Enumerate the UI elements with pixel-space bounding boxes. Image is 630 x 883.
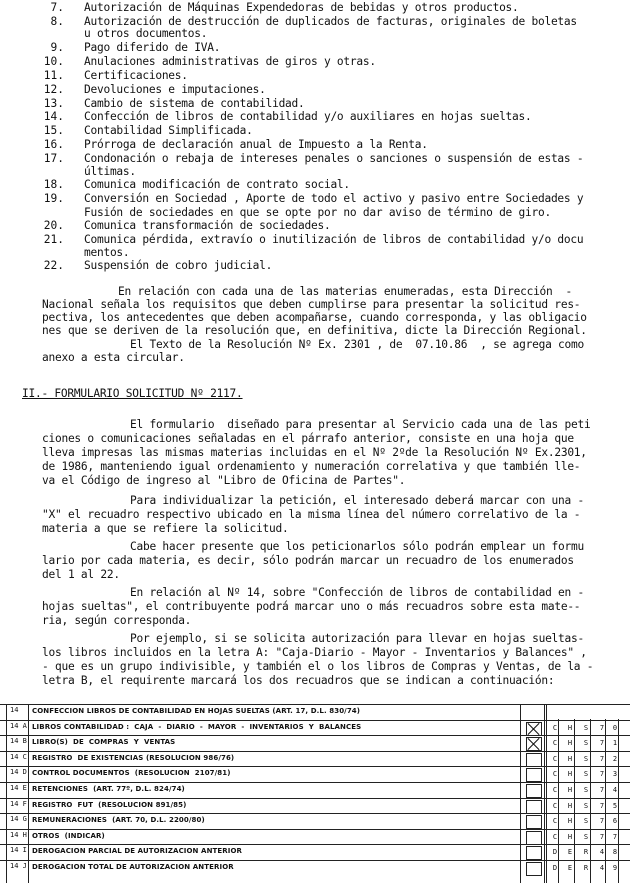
form-row [0,844,630,860]
list-item-number: 18. [43,178,64,191]
row-label: REGISTRO FUT (RESOLUCION 891/85) [32,800,187,809]
list-item-text: u otros documentos. [84,27,208,40]
code-cell: C [552,801,558,810]
form-row [0,735,630,751]
paragraph-line: Cabe hacer presente que los peticionarlos sólo podrán emplear un formu [130,540,584,553]
paragraph-line: de 1986, manteniendo igual ordenamiento y numeración correlativa y que también lle- [42,460,581,473]
list-item-number: 17. [43,152,64,165]
paragraph-line: del 1 al 22. [42,568,120,581]
code-cell: R [583,848,589,857]
paragraph-line: ria, según corresponda. [42,614,192,627]
code-cell: 7 [599,786,605,794]
paragraph-line: lario por cada materia, es decir, sólo podrán marcar un recuadro de los enumerados [42,554,574,567]
code-cell: S [583,754,589,763]
list-item-number: 7. [50,1,64,14]
list-item-number: 21. [43,233,64,246]
form-row [0,704,630,720]
checkbox[interactable] [526,784,542,798]
table-rule [574,719,575,883]
list-item-text: Conversión en Sociedad , Aporte de todo el activo y pasivo entre Sociedades y [84,192,584,205]
code-cell: C [552,832,558,841]
code-cell: 7 [599,754,605,763]
code-cell: 7 [599,739,605,748]
row-label: REGISTRO DE EXISTENCIAS (RESOLUCION 986/76) [32,753,235,762]
paragraph-line: Nacional señala los requisitos que deben cumplirse para presentar la solicitud res- [42,298,581,311]
table-rule [520,704,521,883]
checkbox[interactable] [526,768,542,782]
row-label: REMUNERACIONES (ART. 70, D.L. 2200/80) [32,816,205,825]
list-item-text: Prórroga de declaración anual de Impuesto a la Renta. [84,138,428,151]
list-item-number: 13. [43,97,64,110]
paragraph-line: El Texto de la Resolución Nº Ex. 2301 , de 07.10.86 , se agrega como [130,338,584,351]
list-item-number: 14. [43,110,64,123]
row-label: RETENCIONES (ART. 77º, D.L. 824/74) [32,785,185,793]
row-code: 14 E [10,784,27,792]
paragraph-line: "X" el recuadro respectivo ubicado en la misma línea del número correlativo de la - [42,508,581,521]
code-cell: S [583,723,589,732]
row-label: DEROGACION PARCIAL DE AUTORIZACION ANTERIOR [32,847,243,856]
row-code: 14 [10,706,19,714]
list-item-number: 16. [43,138,64,151]
paragraph-line: lleva impresas las mismas materias incluidas en el Nº 2ºde la Resolución Nº Ex.2301, [42,446,587,459]
code-cell: 7 [599,723,605,732]
list-item-number: 19. [43,192,64,205]
row-code: 14 C [10,752,27,761]
list-item-text: Certificaciones. [84,69,188,82]
paragraph-line: va el Código de ingreso al "Libro de Oficina de Partes". [42,474,406,487]
code-cell: H [567,786,573,794]
list-item-text: Anulaciones administrativas de giros y otras. [84,55,376,68]
code-cell: D [552,864,558,872]
code-cell: C [552,770,558,779]
code-cell: 6 [612,817,618,826]
paragraph-line: nes que se deriven de la resolución que, en definitiva, dicte la Dirección Regional. [42,324,587,337]
table-rule [590,719,591,883]
code-cell: 0 [612,723,618,732]
list-item-text: Autorización de Máquinas Expendedoras de bebidas y otros productos. [84,1,519,14]
code-cell: H [567,801,573,810]
row-code: 14 D [10,768,27,777]
code-cell: E [567,864,573,872]
form-table [0,704,630,883]
form-row [0,720,630,736]
form-row [0,798,630,814]
code-cell: S [583,832,589,841]
table-rule [558,719,559,883]
code-cell: 1 [612,739,618,748]
row-label: CONFECCION LIBROS DE CONTABILIDAD EN HOJAS SUELTAS (ART. 17, D.L. 830/74) [32,707,361,715]
table-rule [605,719,606,883]
section-heading: II.- FORMULARIO SOLICITUD Nº 2117. [22,387,243,400]
paragraph-line: hojas sueltas", el contribuyente podrá marcar uno o más recuadros sobre esta mate-- [42,600,581,613]
row-code: 14 H [10,830,27,839]
code-cell: C [552,817,558,826]
list-item-text: mentos. [84,246,130,259]
list-item-text: Comunica transformación de sociedades. [84,219,331,232]
paragraph-line: pectiva, los antecedentes que deben acompañarse, cuando corresponda, y las obligacio [42,311,587,324]
paragraph-line: En relación con cada una de las materias enumeradas, esta Dirección - [118,285,572,298]
code-cell [580,706,592,718]
list-item-text: Contabilidad Simplificada. [84,124,253,137]
code-cell [596,706,608,718]
form-row [0,860,630,876]
row-code: 14 J [10,862,27,870]
code-cell: D [552,848,558,857]
row-code: 14 F [10,799,27,808]
code-cell: 7 [599,817,605,826]
code-cell: R [583,864,589,872]
checkbox[interactable] [526,862,542,876]
code-cell: H [567,723,573,732]
checkbox[interactable] [526,846,542,860]
code-cell: H [567,817,573,826]
code-cell: E [567,848,573,857]
checkbox[interactable] [526,815,542,829]
paragraph-line: anexo a esta circular. [42,351,185,364]
code-cell: H [567,770,573,779]
paragraph-line: Por ejemplo, si se solicita autorización para llevar en hojas sueltas- [130,632,584,645]
list-item-number: 8. [50,15,64,28]
list-item-number: 10. [43,55,64,68]
checkbox[interactable] [526,753,542,767]
list-item-text: Comunica modificación de contrato social. [84,178,350,191]
paragraph-line: El formulario diseñado para presentar al Servicio cada una de las peti [130,418,591,431]
checkbox[interactable] [526,737,542,751]
list-item-text: Condonación o rebaja de intereses penales o sanciones o suspensión de estas - [84,152,584,165]
row-label: DEROGACION TOTAL DE AUTORIZACION ANTERIOR [32,863,234,871]
list-item-text: Comunica pérdida, extravío o inutilización de libros de contabilidad y/o docu [84,233,584,246]
code-cell: 2 [612,754,618,763]
code-cell: H [567,739,573,748]
checkbox[interactable] [526,722,542,736]
code-cell: S [583,739,589,748]
list-item-text: últimas. [84,165,136,178]
code-cell: 8 [612,848,618,857]
code-cell: 7 [599,832,605,841]
table-rule [6,704,7,883]
code-cell: 3 [612,770,618,779]
code-cell: C [552,723,558,732]
code-cell [609,706,621,718]
form-row [0,829,630,845]
code-cell [549,706,561,718]
form-row [0,766,630,782]
row-code: 14 I [10,846,27,855]
paragraph-line: los libros incluidos en la letra A: "Caja-Diario - Mayor - Inventarios y Balances" , [42,646,587,659]
checkbox[interactable] [526,800,542,814]
code-cell: C [552,786,558,794]
row-label: LIBROS CONTABILIDAD : CAJA - DIARIO - MAYOR - INVENTARIOS Y BALANCES [32,722,362,731]
code-cell: C [552,739,558,748]
code-cell: H [567,832,573,841]
code-cell: 4 [599,848,605,857]
paragraph-line: ciones o comunicaciones señaladas en el párrafo anterior, consiste en una hoja que [42,432,574,445]
code-cell [564,706,576,718]
code-cell: 5 [612,801,618,810]
list-item-text: Devoluciones e imputaciones. [84,83,266,96]
list-item-number: 11. [43,69,64,82]
list-item-text: Fusión de sociedades en que se opte por no dar aviso de término de giro. [84,206,551,219]
code-cell: 7 [599,801,605,810]
code-cell: 7 [612,832,618,841]
code-cell: 4 [612,786,618,794]
list-item-text: Cambio de sistema de contabilidad. [84,97,305,110]
table-rule [618,719,619,883]
row-label: CONTROL DOCUMENTOS (RESOLUCION 2107/81) [32,769,231,778]
form-row [0,782,630,798]
list-item-number: 20. [43,219,64,232]
code-cell: S [583,770,589,779]
list-item-number: 9. [50,41,64,54]
paragraph-line: letra B, el requirente marcará los dos recuadros que se indican a continuación: [42,674,555,687]
form-row [0,813,630,829]
row-code: 14 B [10,737,27,746]
code-cell: H [567,754,573,763]
form-row [0,751,630,767]
row-code: 14 A [10,721,27,730]
row-label: LIBRO(S) DE COMPRAS Y VENTAS [32,738,176,747]
list-item-number: 22. [43,259,64,272]
table-rule [28,704,29,883]
code-cell: 4 [599,864,605,872]
row-label: OTROS (INDICAR) [32,831,105,840]
table-rule [544,704,545,883]
row-code: 14 G [10,815,27,824]
checkbox[interactable] [526,831,542,845]
paragraph-line: En relación al Nº 14, sobre "Confección de libros de contabilidad en - [130,586,584,599]
code-cell: S [583,786,589,794]
code-cell: 7 [599,770,605,779]
code-cell: 9 [612,864,618,872]
table-rule [546,704,547,883]
code-cell: C [552,754,558,763]
paragraph-line: Para individualizar la petición, el interesado deberá marcar con una - [130,494,584,507]
list-item-text: Autorización de destrucción de duplicados de facturas, originales de boletas [84,15,577,28]
list-item-text: Pago diferido de IVA. [84,41,221,54]
list-item-number: 12. [43,83,64,96]
list-item-number: 15. [43,124,64,137]
list-item-text: Suspensión de cobro judicial. [84,259,273,272]
code-cell: S [583,817,589,826]
code-cell: S [583,801,589,810]
list-item-text: Confección de libros de contabilidad y/o auxiliares en hojas sueltas. [84,110,532,123]
paragraph-line: - que es un grupo indivisible, y también el o los libros de Compras y Ventas, de la - [42,660,594,673]
paragraph-line: materia a que se refiere la solicitud. [42,522,289,535]
